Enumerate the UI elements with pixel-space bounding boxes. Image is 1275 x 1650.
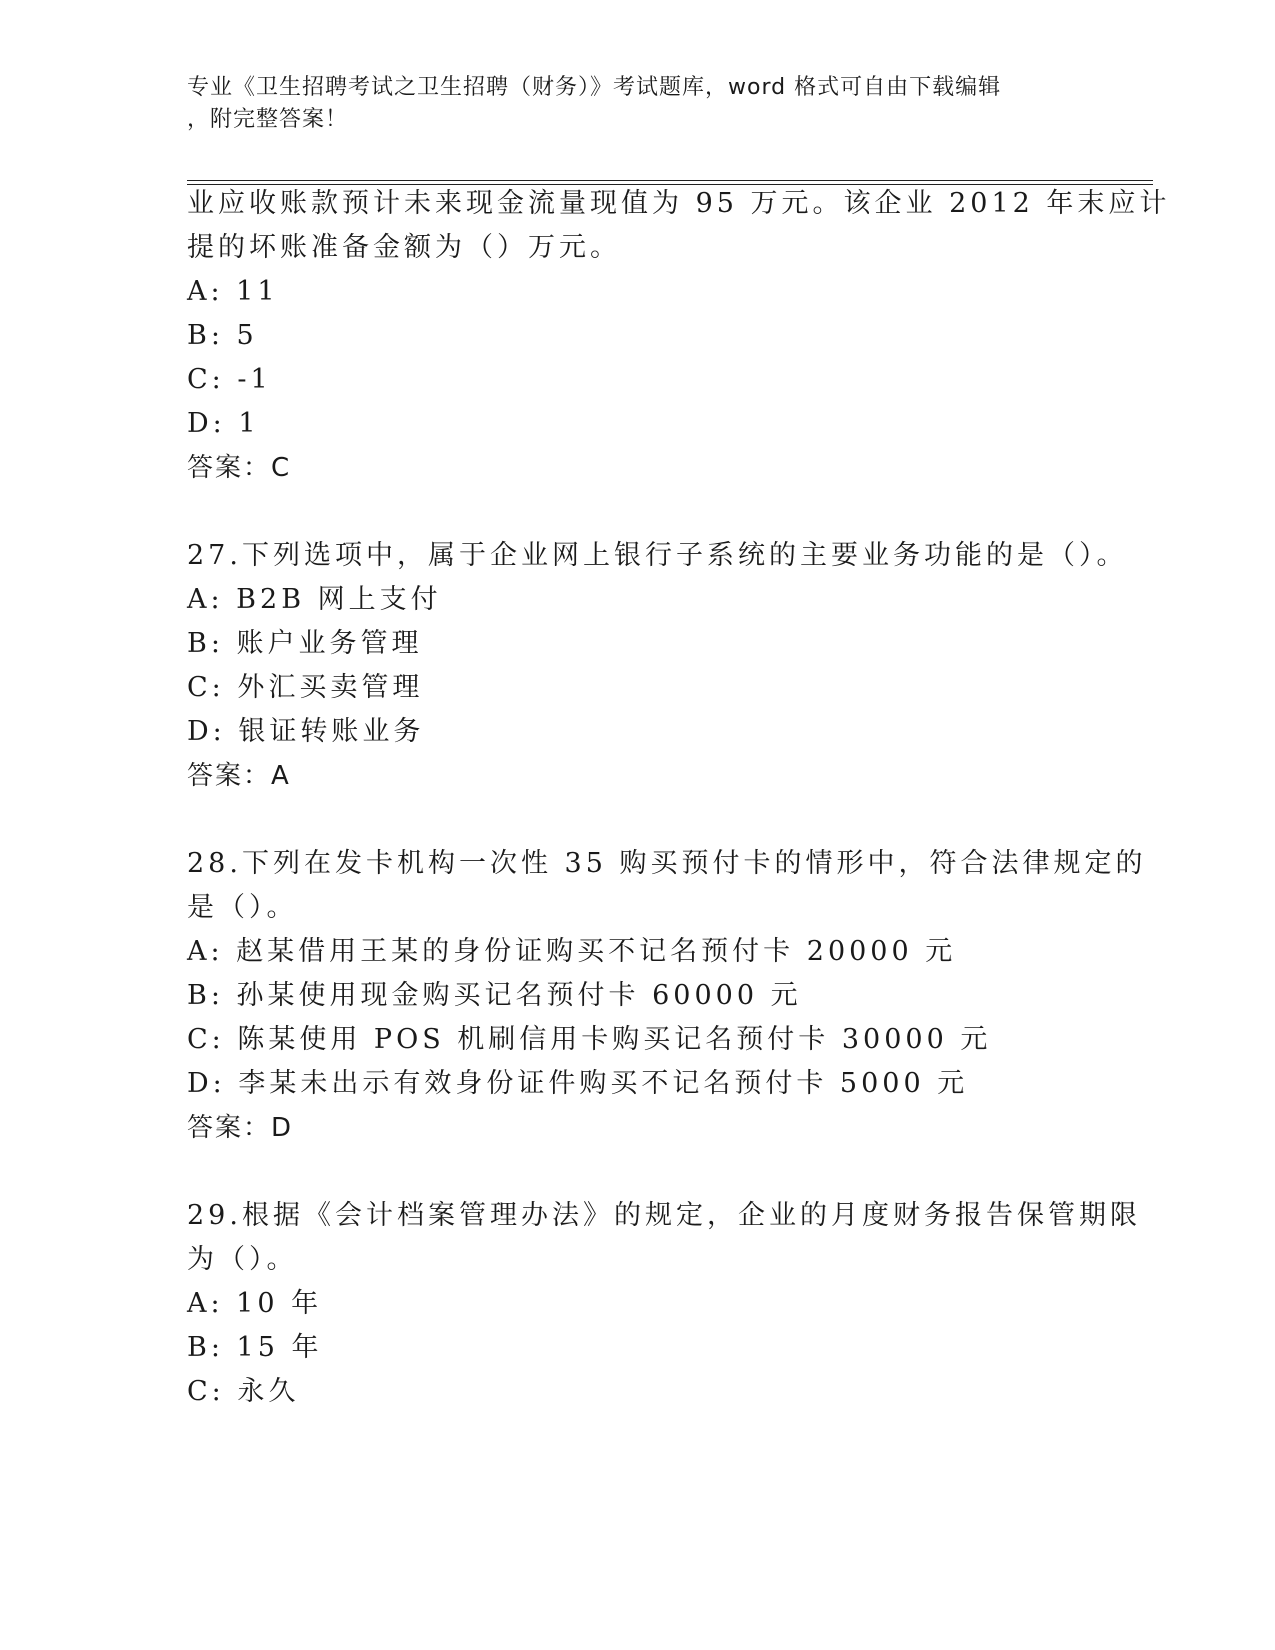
q26-answer: 答案：C	[187, 453, 292, 483]
q27-option-a: A: B2B 网上支付	[187, 584, 442, 615]
document-header	[187, 72, 1067, 136]
q28-text-line-1: 28.下列在发卡机构一次性 35 购买预付卡的情形中，符合法律规定的	[187, 848, 1147, 879]
q27-text-line-1: 27.下列选项中，属于企业网上银行子系统的主要业务功能的是（）。	[187, 540, 1128, 571]
q28-option-b: B: 孙某使用现金购买记名预付卡 60000 元	[187, 980, 802, 1011]
q27-option-c: C: 外汇买卖管理	[187, 672, 424, 703]
q28-option-d: D: 李某未出示有效身份证件购买不记名预付卡 5000 元	[187, 1068, 969, 1099]
q29-text-line-2: 为（）。	[187, 1244, 298, 1275]
q26-option-b: B: 5	[187, 320, 258, 351]
q29-option-b: B: 15 年	[187, 1332, 323, 1363]
q27-option-d: D: 银证转账业务	[187, 716, 425, 747]
header-divider-top	[187, 180, 1153, 181]
q26-option-c: C: -1	[187, 364, 272, 395]
q26-text-line-2: 提的坏账准备金额为（）万元。	[187, 232, 621, 263]
q29-option-c: C: 永久	[187, 1376, 300, 1407]
q28-option-c: C: 陈某使用 POS 机刷信用卡购买记名预付卡 30000 元	[187, 1024, 992, 1055]
q28-option-a: A: 赵某借用王某的身份证购买不记名预付卡 20000 元	[187, 936, 957, 967]
q26-option-a: A: 11	[187, 276, 279, 307]
q27-option-b: B: 账户业务管理	[187, 628, 423, 659]
q29-option-a: A: 10 年	[187, 1288, 323, 1319]
header-divider-bottom	[187, 184, 1153, 185]
q28-answer: 答案：D	[187, 1113, 294, 1143]
q29-text-line-1: 29.根据《会计档案管理办法》的规定，企业的月度财务报告保管期限	[187, 1200, 1141, 1231]
header-line-1: 专业《卫生招聘考试之卫生招聘（财务）》考试题库，word 格式可自由下载编辑	[187, 75, 1002, 100]
q28-text-line-2: 是（）。	[187, 892, 298, 923]
q26-option-d: D: 1	[187, 408, 260, 439]
q27-answer: 答案：A	[187, 761, 291, 791]
header-line-2: ，附完整答案！	[187, 107, 349, 132]
q26-text-line-1: 业应收账款预计未来现金流量现值为 95 万元。该企业 2012 年末应计	[187, 188, 1171, 219]
